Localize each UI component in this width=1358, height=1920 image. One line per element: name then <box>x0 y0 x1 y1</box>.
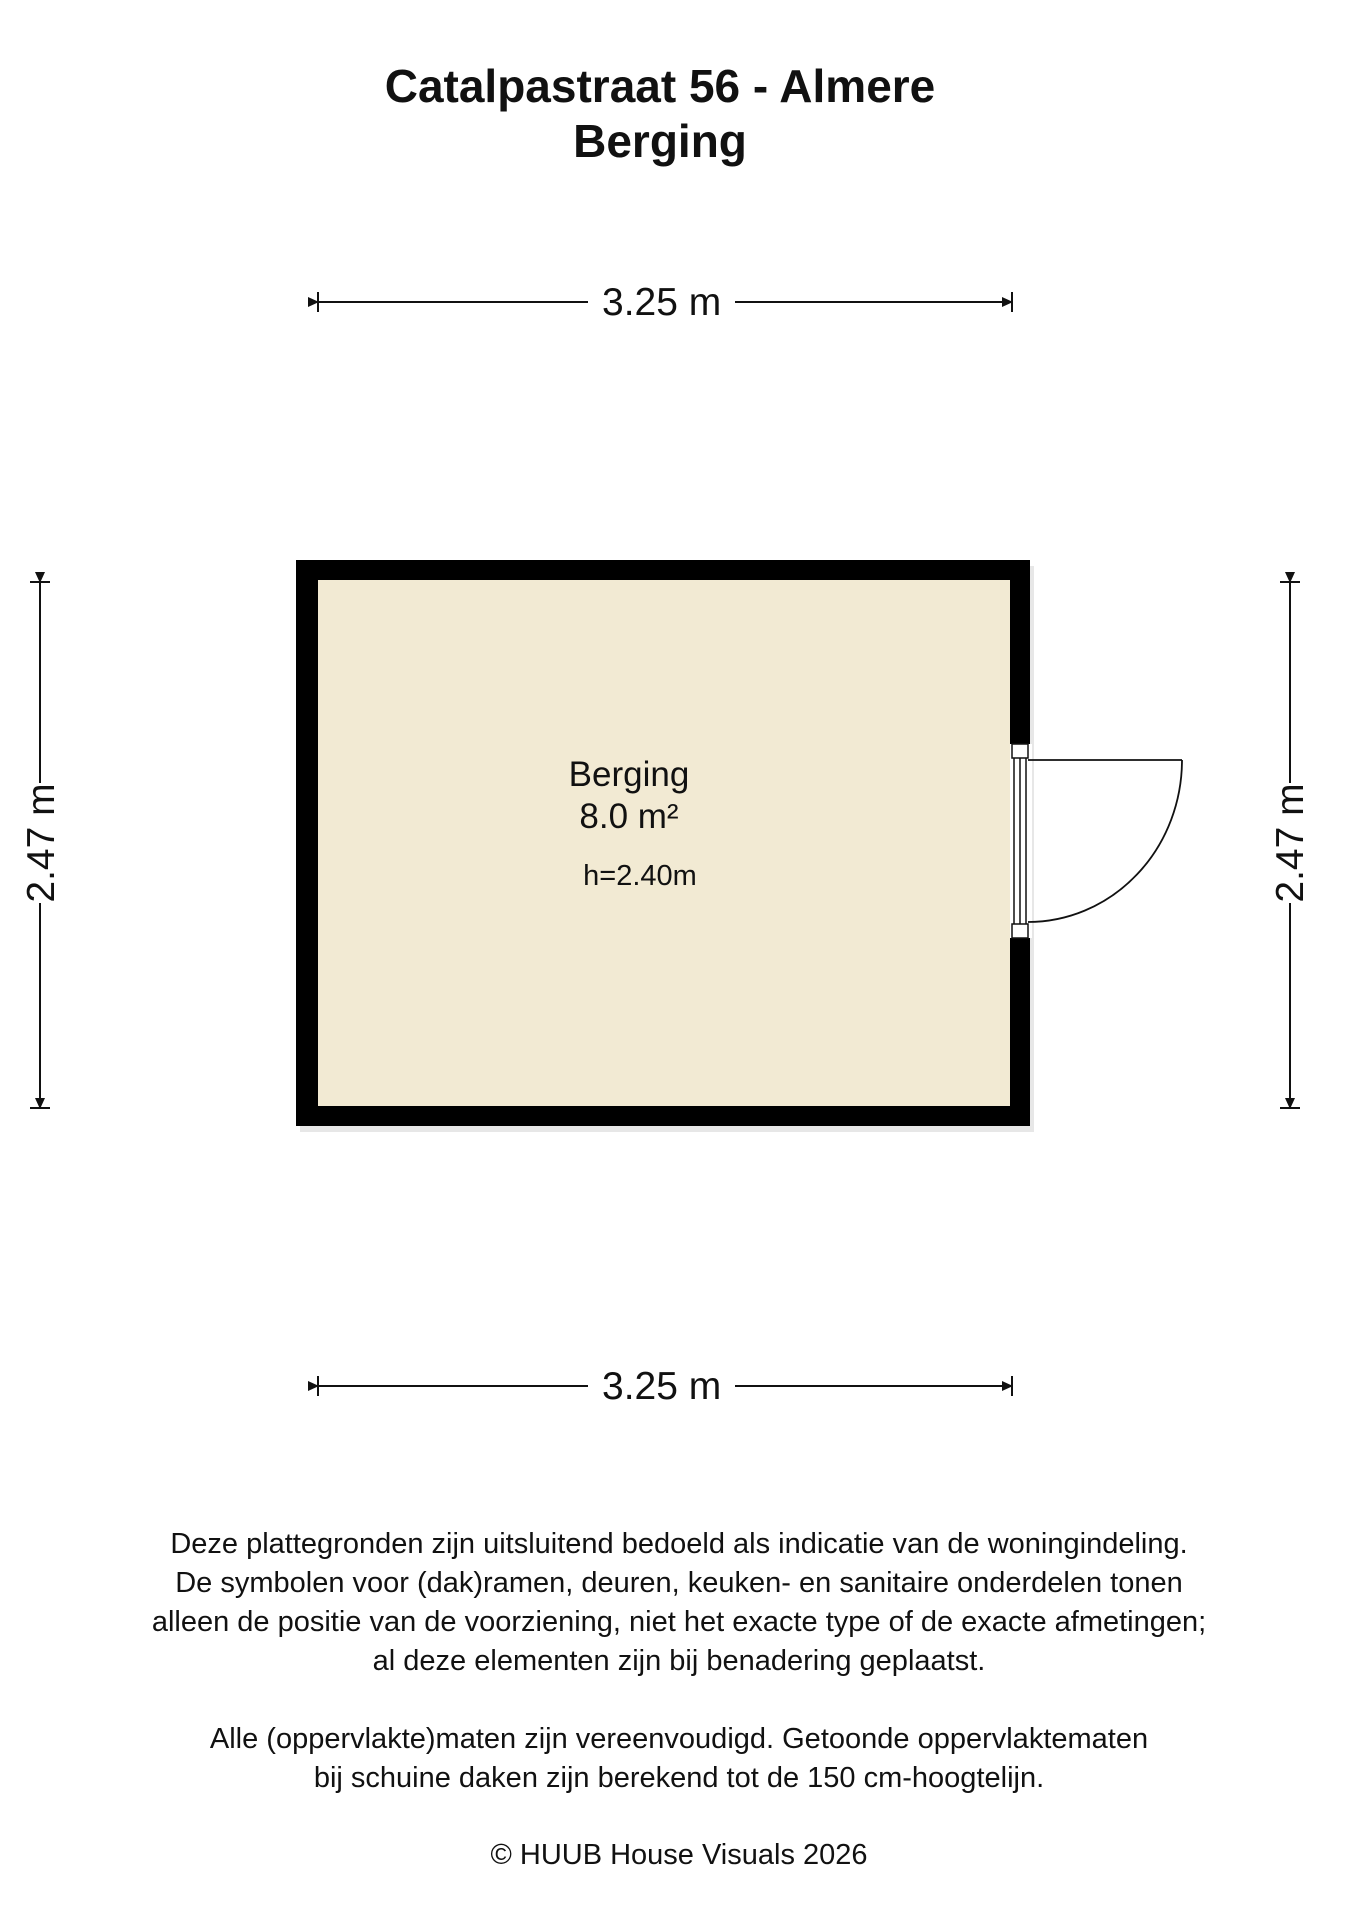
room-height: h=2.40m <box>583 860 697 892</box>
room-berging <box>296 560 1034 1132</box>
disclaimer-paragraph-1 <box>0 1525 1358 1681</box>
disclaimer-line: Alle (oppervlakte)maten zijn vereenvoudigd. Getoonde oppervlaktematen <box>209 1723 1149 1755</box>
plan-title: Catalpastraat 56 - Almere <box>384 60 936 112</box>
dimension-top-label: 3.25 m <box>588 280 735 326</box>
copyright-notice: © HUUB House Visuals 2026 <box>490 1839 868 1871</box>
dimension-left-label: 2.47 m <box>20 783 63 903</box>
room-name: Berging <box>568 755 690 794</box>
disclaimer-line: Deze plattegronden zijn uitsluitend bedoeld als indicatie van de woningindeling. <box>170 1528 1188 1560</box>
disclaimer-paragraph-2 <box>0 1720 1358 1798</box>
dimension-right-label: 2.47 m <box>1269 783 1312 903</box>
plan-subtitle: Berging <box>573 115 747 167</box>
door-swing-arc <box>1028 760 1182 922</box>
door <box>1010 744 1182 938</box>
dimension-bottom-label: 3.25 m <box>588 1364 735 1410</box>
room-floor <box>318 580 1010 1106</box>
disclaimer-line: al deze elementen zijn bij benadering geplaatst. <box>372 1645 986 1677</box>
disclaimer-line: bij schuine daken zijn berekend tot de 150 cm-hoogtelijn. <box>313 1762 1045 1794</box>
disclaimer-line: De symbolen voor (dak)ramen, deuren, keuken- en sanitaire onderdelen tonen <box>175 1567 1183 1599</box>
room-area: 8.0 m² <box>579 797 679 836</box>
disclaimer-line: alleen de positie van de voorziening, niet het exacte type of de exacte afmetingen; <box>151 1606 1207 1638</box>
